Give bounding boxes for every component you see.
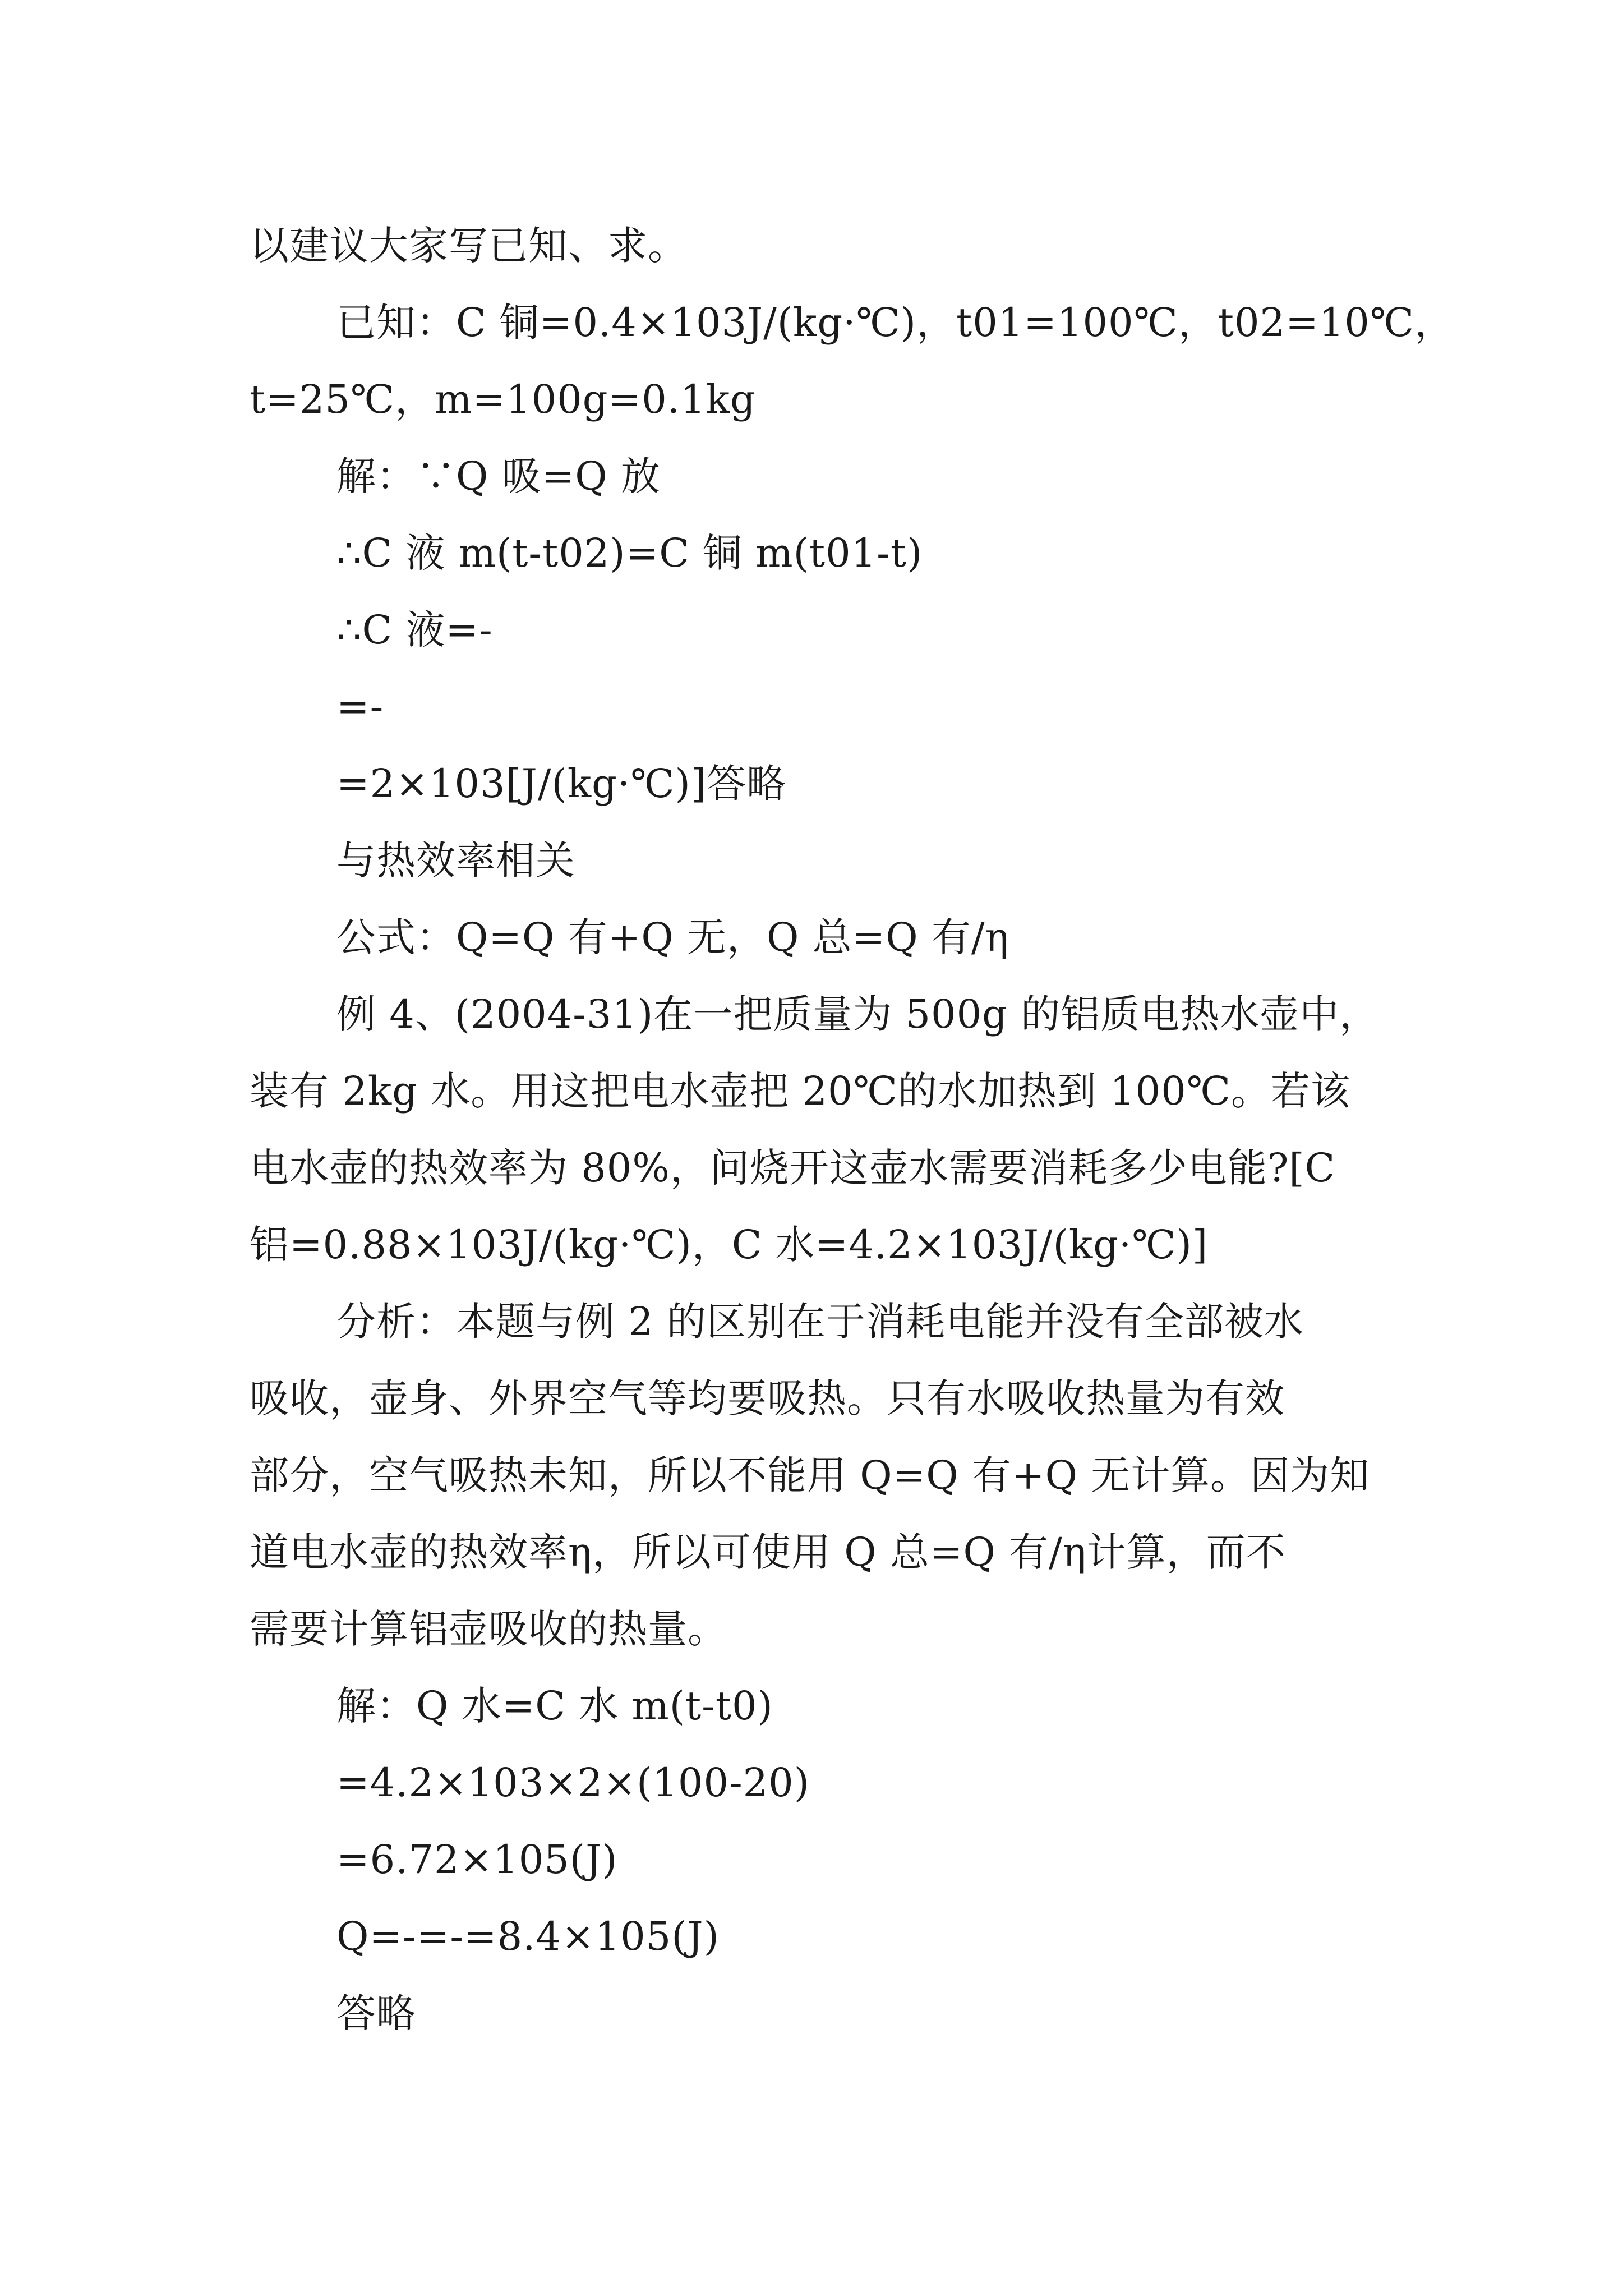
text-line: 电水壶的热效率为 80%，问烧开这壶水需要消耗多少电能?[C [250,1145,1336,1191]
text-line: Q=-=-=8.4×105(J) [336,1913,720,1959]
text-line: 需要计算铝壶吸收的热量。 [250,1606,727,1652]
text-line: 以建议大家写已知、求。 [250,223,688,269]
text-line: 道电水壶的热效率η，所以可使用 Q 总=Q 有/η计算，而不 [250,1529,1286,1575]
formula-line: 公式：Q=Q 有+Q 无，Q 总=Q 有/η [336,914,1009,960]
text-line: 已知：C 铜=0.4×103J/(kg·℃)，t01=100℃，t02=10℃， [336,300,1455,346]
text-line: =- [336,684,384,730]
text-line: 装有 2kg 水。用这把电水壶把 20℃的水加热到 100℃。若该 [250,1068,1351,1114]
text-line: 答略 [336,1990,416,2036]
text-line: 铝=0.88×103J/(kg·℃)，C 水=4.2×103J/(kg·℃)] [250,1222,1209,1268]
text-line: 解：∵Q 吸=Q 放 [336,453,661,499]
text-line: =2×103[J/(kg·℃)]答略 [336,761,787,807]
text-line: t=25℃，m=100g=0.1kg [250,376,756,422]
text-line: 吸收，壶身、外界空气等均要吸热。只有水吸收热量为有效 [250,1375,1285,1421]
text-line: 部分，空气吸热未知，所以不能用 Q=Q 有+Q 无计算。因为知 [250,1452,1370,1498]
text-line: ∴C 液=- [336,607,493,653]
text-line: =6.72×105(J) [336,1837,618,1883]
section-heading: 与热效率相关 [336,838,575,884]
text-line: =4.2×103×2×(100-20) [336,1760,810,1806]
text-line: ∴C 液 m(t-t02)=C 铜 m(t01-t) [336,530,923,576]
text-line: 例 4、(2004-31)在一把质量为 500g 的铝质电热水壶中， [336,991,1380,1037]
text-line: 解：Q 水=C 水 m(t-t0) [336,1683,773,1729]
text-line: 分析：本题与例 2 的区别在于消耗电能并没有全部被水 [336,1299,1304,1345]
document-body [250,208,1455,2052]
